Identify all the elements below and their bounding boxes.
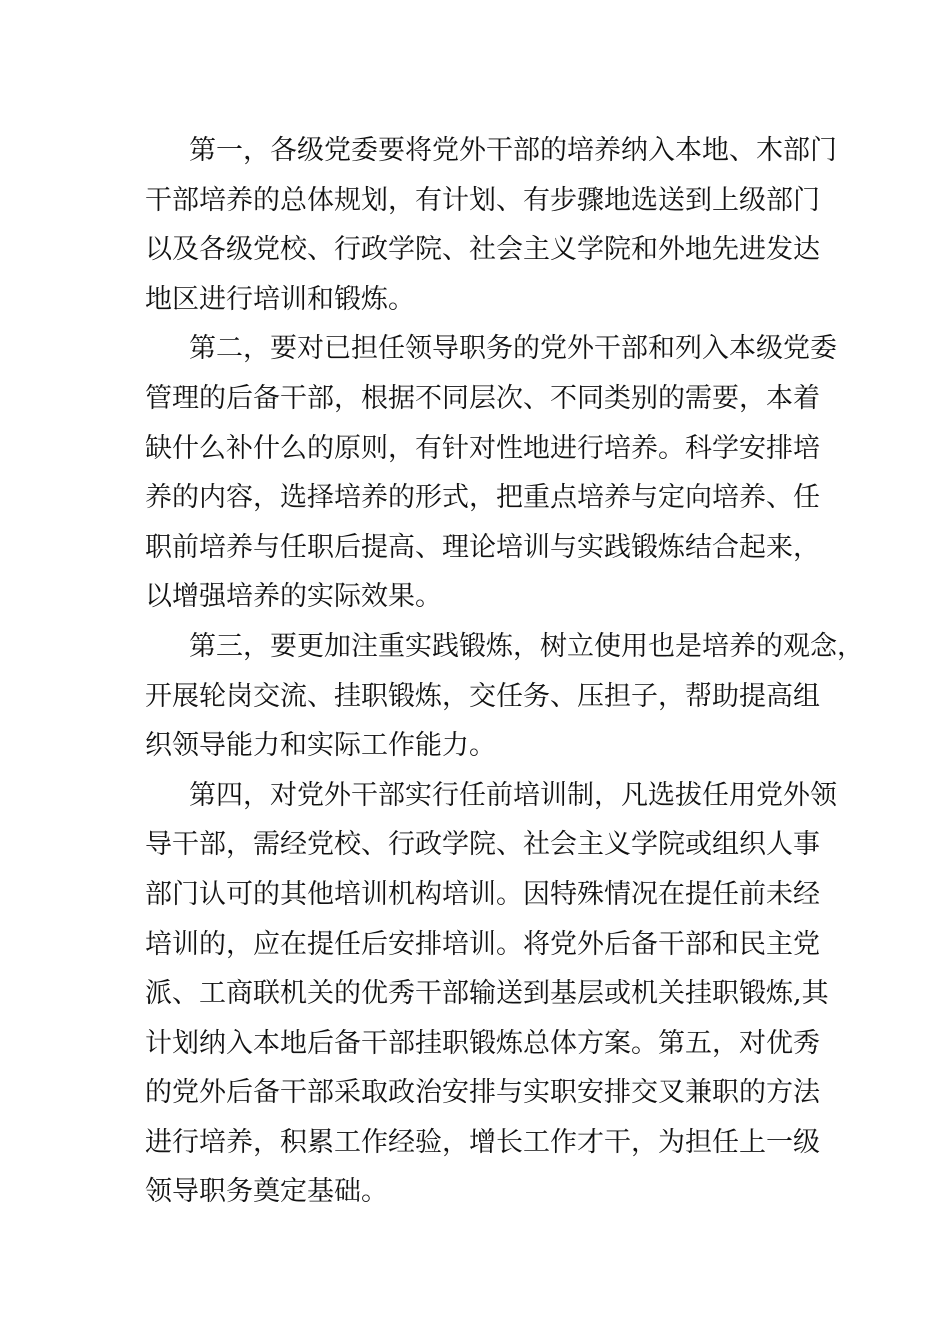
document-body	[145, 126, 864, 1217]
paragraph-line: 第三，要更加注重实践锻炼，树立使用也是培养的观念，	[189, 630, 864, 662]
paragraph-line: 第四，对党外干部实行任前培训制，凡选拔任用党外领	[189, 779, 837, 811]
paragraph-line: 的党外后备干部采取政治安排与实职安排交叉兼职的方法	[145, 1077, 820, 1109]
paragraph-4	[145, 771, 837, 1217]
paragraph-line: 计划纳入本地后备干部挂职锻炼总体方案。第五，对优秀	[145, 1027, 820, 1059]
paragraph-line: 养的内容，选择培养的形式，把重点培养与定向培养、任	[145, 482, 820, 514]
paragraph-line: 地区进行培训和锻炼。	[145, 283, 415, 315]
paragraph-line: 以增强培养的实际效果。	[145, 581, 442, 613]
paragraph-line: 职前培养与任职后提高、理论培训与实践锻炼结合起来，	[145, 531, 820, 563]
paragraph-line: 领导职务奠定基础。	[145, 1176, 388, 1208]
paragraph-line: 导干部，需经党校、行政学院、社会主义学院或组织人事	[145, 829, 820, 861]
paragraph-line: 开展轮岗交流、挂职锻炼，交任务、压担子，帮助提高组	[145, 680, 820, 712]
paragraph-line: 缺什么补什么的原则，有针对性地进行培养。科学安排培	[145, 432, 820, 464]
paragraph-line: 派、工商联机关的优秀干部输送到基层或机关挂职锻炼,其	[145, 978, 829, 1010]
paragraph-line: 织领导能力和实际工作能力。	[145, 730, 496, 762]
paragraph-3	[145, 622, 864, 771]
paragraph-line: 进行培养，积累工作经验，增长工作才干，为担任上一级	[145, 1126, 820, 1158]
paragraph-line: 第二，要对已担任领导职务的党外干部和列入本级党委	[189, 333, 837, 365]
paragraph-line: 部门认可的其他培训机构培训。因特殊情况在提任前未经	[145, 878, 820, 910]
paragraph-1	[145, 126, 837, 324]
paragraph-line: 第一，各级党委要将党外干部的培养纳入本地、木部门	[189, 135, 837, 166]
paragraph-line: 培训的，应在提任后安排培训。将党外后备干部和民主党	[145, 928, 820, 960]
paragraph-2	[145, 324, 837, 622]
paragraph-line: 干部培养的总体规划，有计划、有步骤地选送到上级部门	[145, 184, 820, 216]
paragraph-line: 以及各级党校、行政学院、社会主义学院和外地先进发达	[145, 234, 820, 266]
paragraph-line: 管理的后备干部，根据不同层次、不同类别的需要，本着	[145, 382, 820, 414]
